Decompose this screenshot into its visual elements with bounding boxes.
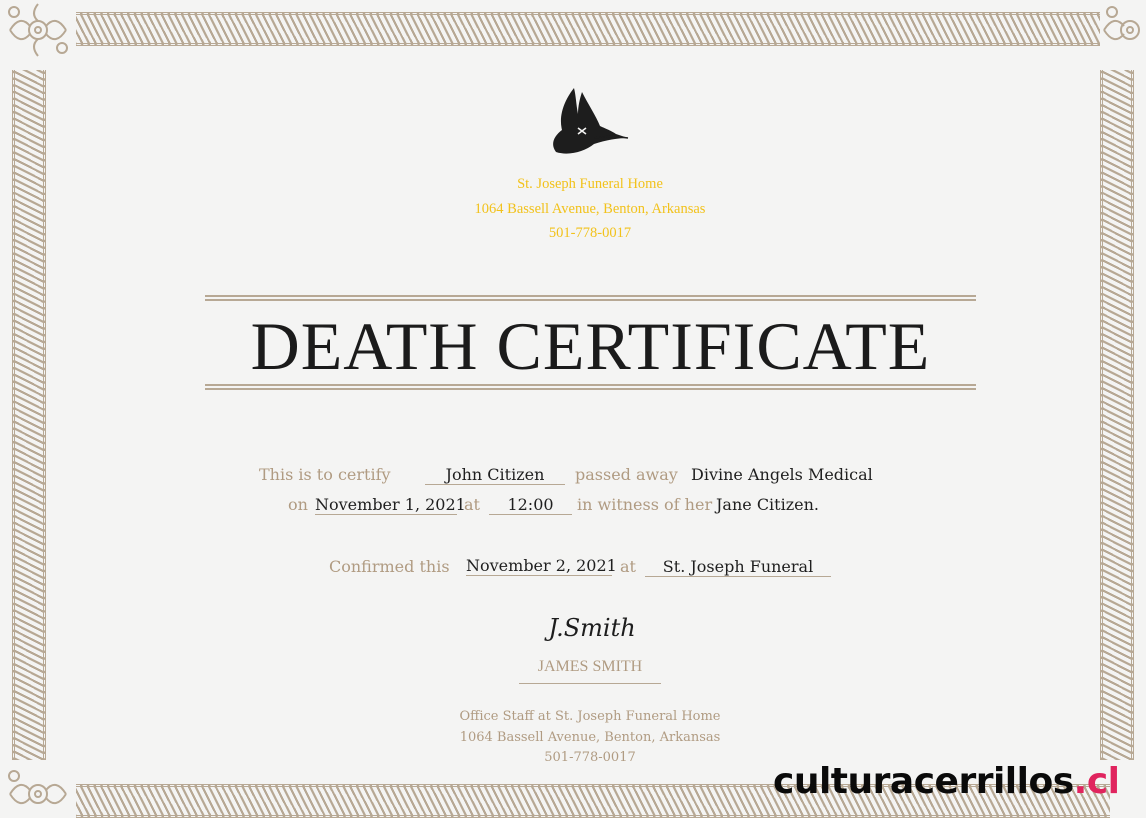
border-right: [1100, 70, 1134, 760]
svg-text:J.Smith: J.Smith: [548, 614, 636, 642]
certificate-title: DEATH CERTIFICATE: [250, 308, 931, 384]
watermark-main: culturacerrillos: [773, 761, 1074, 802]
border-top: [74, 12, 1110, 46]
place-of-death-field: Divine Angels Medical: [691, 465, 873, 484]
on-label: on: [288, 495, 308, 514]
border-left: [12, 70, 46, 760]
deceased-name-field: John Citizen: [425, 465, 565, 485]
watermark: [773, 760, 1120, 804]
confirmed-place-field: St. Joseph Funeral: [645, 557, 831, 577]
funeral-home-info: [390, 172, 790, 246]
witness-name-field: Jane Citizen.: [716, 495, 820, 514]
passed-away-label: passed away: [575, 465, 678, 484]
at-label: at: [464, 495, 480, 514]
witness-label: in witness of her: [577, 495, 713, 514]
death-time-field: 12:00: [489, 495, 572, 515]
signature-image: [530, 608, 654, 648]
watermark-accent: .cl: [1073, 761, 1120, 802]
staff-phone: 501-778-0017: [544, 750, 636, 765]
title-rule-bottom: [205, 384, 976, 390]
corner-ornament-top-left: [0, 0, 76, 60]
title-rule-top: [205, 295, 976, 301]
confirmed-label: Confirmed this: [329, 557, 450, 576]
confirmed-date-field: November 2, 2021: [466, 556, 617, 575]
funeral-home-phone: 501-778-0017: [548, 225, 632, 241]
funeral-home-address: 1064 Bassell Avenue, Benton, Arkansas: [474, 200, 706, 217]
confirmed-at-label: at: [620, 557, 636, 576]
staff-address: 1064 Bassell Avenue, Benton, Arkansas: [459, 729, 721, 745]
staff-role: Office Staff at St. Joseph Funeral Home: [459, 709, 721, 724]
death-date-field: November 1, 2021: [315, 495, 466, 514]
signer-name: JAMES SMITH: [519, 656, 661, 684]
dove-icon: [548, 86, 632, 158]
corner-ornament-bottom-left: [0, 764, 76, 818]
staff-info: [390, 707, 790, 769]
certify-label: This is to certify: [259, 465, 391, 484]
corner-ornament-top-right: [1100, 0, 1146, 60]
funeral-home-name: St. Joseph Funeral Home: [517, 176, 663, 192]
